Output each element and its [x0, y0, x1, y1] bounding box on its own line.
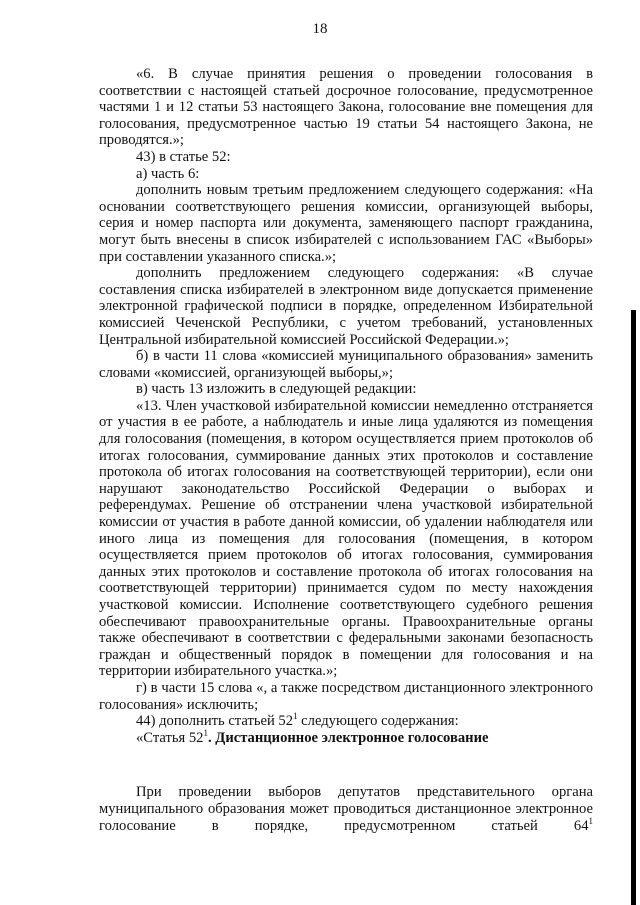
- paragraph-subitem-g: г) в части 15 слова «, а также посредством дистанционного электронного голосования» исключить;: [99, 679, 593, 713]
- document-body: [99, 66, 593, 834]
- item44-text-end: следующего содержания:: [297, 713, 459, 730]
- article-heading-superscript: 1: [203, 727, 208, 738]
- article-heading-title: . Дистанционное электронное голосование: [207, 729, 489, 746]
- article-heading: [99, 727, 593, 747]
- article-heading-prefix: «Статья 52: [136, 729, 204, 746]
- paragraph-quote-6: «6. В случае принятия решения о проведении голосования в соответствии с настоящей статьей досрочное голосование, предусмотренное частями 1 и 12 статьи 53 настоящего Закона, голосование вне помещения для голосования, предусмотренное частью 19 статьи 54 настоящего Закона, не проводятся.»;: [99, 66, 593, 149]
- article-body-text: При проведении выборов депутатов представительного органа муниципального образования может проводиться дистанционное электронное голосование в порядке, предусмотренном статьей 64: [99, 784, 593, 834]
- scan-edge-shadow: [631, 310, 636, 905]
- paragraph-add-sentence: дополнить предложением следующего содержания: «В случае составления списка избирателей в электронном виде допускается применение электронной графической подписи в порядке, определенном Избирательной комиссией Чеченской Республики, с учетом требований, установленных Центральной избирательной комиссией Российской Федерации.»;: [99, 265, 593, 348]
- item44-superscript: 1: [293, 711, 298, 722]
- paragraph-subitem-b: б) в части 11 слова «комиссией муниципального образования» заменить словами «комиссией, организующей выборы,»;: [99, 348, 593, 381]
- item44-text: 44) дополнить статьей 52: [136, 713, 294, 730]
- paragraph-subitem-a: а) часть 6:: [136, 165, 200, 182]
- paragraph-part-13: «13. Член участковой избирательной комиссии немедленно отстраняется от участия в ее работе, а наблюдатель и иные лица удаляются из помещения для голосования (помещения, в котором осуществляется прием протоколов об итогах голосования, суммирование данных этих протоколов и составление протокола об итогах голосования на соответствующей территории), если они нарушают законодательство Российской Федерации о выборах и референдумах. Решение об отстранении члена участковой избирательной комиссии от участия в работе данной комиссии, об удалении наблюдателя или иного лица из помещения для голосования (помещения, в котором осуществляется прием протоколов об итогах голосования, суммирования данных этих протоколов и составление протокола об итогах голосования на соответствующей территории) принимается судом по месту нахождения участковой комиссии. Исполнение соответствующего судебного решения обеспечивают правоохранительные органы. Правоохранительные органы также обеспечивают в соответствии с федеральными законами безопасность граждан и общественный порядок в помещении для голосования и на территории избирательного участка.»;: [99, 397, 593, 680]
- paragraph-item-43: 43) в статье 52:: [136, 148, 231, 165]
- page-number: 18: [312, 21, 328, 37]
- paragraph-article-body: [99, 784, 593, 834]
- paragraph-add-third-sentence: дополнить новым третьим предложением следующего содержания: «На основании соответствующего решения комиссии, организующей выборы, серия и номер паспорта или документа, заменяющего паспорт гражданина, могут быть внесены в список избирателей с использованием ГАС «Выборы» при составлении указанного списка.»;: [99, 182, 593, 265]
- article-body-superscript: 1: [588, 815, 593, 826]
- paragraph-subitem-v: в) часть 13 изложить в следующей редакции:: [136, 381, 417, 398]
- spacer: [99, 746, 593, 784]
- paragraph-item-44: [99, 713, 593, 730]
